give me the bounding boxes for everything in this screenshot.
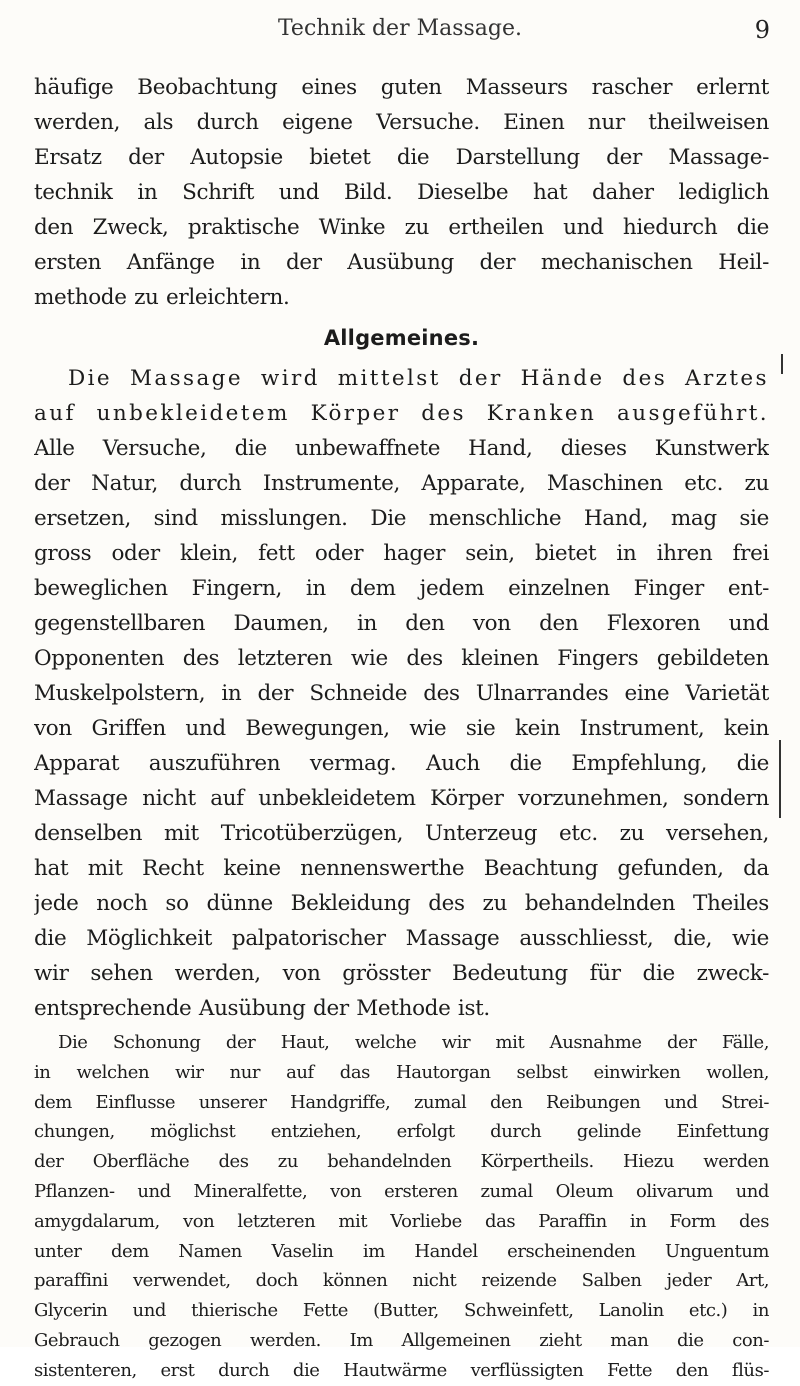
text-line: denselben mit Tricotüberzügen, Unterzeug etc. zu versehen,: [34, 821, 769, 846]
text-line: gross oder klein, fett oder hager sein, bietet in ihren frei: [34, 541, 769, 566]
text-line: Pflanzen- und Mineralfette, von ersteren zumal Oleum olivarum und: [34, 1180, 769, 1202]
text-line: Glycerin und thierische Fette (Butter, Schweinfett, Lanolin etc.) in: [34, 1300, 769, 1322]
text-line: von Griffen und Bewegungen, wie sie kein Instrument, kein: [34, 716, 769, 741]
text-line: ersten Anfänge in der Ausübung der mechanischen Heil-: [34, 250, 769, 275]
text-line: Ersatz der Autopsie bietet die Darstellung der Massage-: [34, 145, 769, 170]
text-line: dem Einflusse unserer Handgriffe, zumal den Reibungen und Strei-: [34, 1091, 769, 1113]
text-line: entsprechende Ausübung der Methode ist.: [34, 996, 490, 1021]
text-line: beweglichen Fingern, in dem jedem einzelnen Finger ent-: [34, 576, 769, 601]
text-line: werden, als durch eigene Versuche. Einen nur theilweisen: [34, 110, 769, 135]
small-print-paragraph: [34, 1028, 769, 1386]
text-line: chungen, möglichst entziehen, erfolgt durch gelinde Einfettung: [34, 1121, 769, 1143]
text-line: die Möglichkeit palpatorischer Massage ausschliesst, die, wie: [34, 926, 769, 951]
text-line: hat mit Recht keine nennenswerthe Beachtung gefunden, da: [34, 856, 769, 881]
margin-mark: [779, 740, 781, 818]
text-line: auf unbekleidetem Körper des Kranken ausgeführt.: [34, 401, 769, 426]
text-line: Gebrauch gezogen werden. Im Allgemeinen zieht man die con-: [34, 1329, 769, 1351]
text-line: häufige Beobachtung eines guten Masseurs rascher erlernt: [34, 75, 769, 100]
text-line: Muskelpolstern, in der Schneide des Ulnarrandes eine Varietät: [34, 681, 769, 706]
body-text: [34, 70, 769, 1386]
text-line: der Natur, durch Instrumente, Apparate, Maschinen etc. zu: [34, 471, 769, 496]
text-line: unter dem Namen Vaselin im Handel erscheinenden Unguentum: [34, 1240, 769, 1262]
text-line: jede noch so dünne Bekleidung des zu behandelnden Theiles: [34, 891, 769, 916]
text-line: ersetzen, sind misslungen. Die menschliche Hand, mag sie: [34, 506, 769, 531]
page-number: 9: [754, 16, 770, 44]
running-title: Technik der Massage.: [277, 16, 523, 41]
text-line: Massage nicht auf unbekleidetem Körper vorzunehmen, sondern: [34, 786, 769, 811]
text-line: Die Schonung der Haut, welche wir mit Ausnahme der Fälle,: [58, 1032, 769, 1053]
running-head: [30, 16, 770, 52]
text-line: paraffini verwendet, doch können nicht reizende Salben jeder Art,: [34, 1270, 769, 1292]
text-line: gegenstellbaren Daumen, in den von den Flexoren und: [34, 611, 769, 636]
text-line: den Zweck, praktische Winke zu ertheilen und hiedurch die: [34, 215, 769, 240]
text-line: amygdalarum, von letzteren mit Vorliebe das Paraffin in Form des: [34, 1210, 769, 1232]
text-line: methode zu erleichtern.: [34, 285, 290, 310]
text-line: in welchen wir nur auf das Hautorgan selbst einwirken wollen,: [34, 1061, 769, 1083]
margin-mark: [781, 354, 783, 374]
text-line: Alle Versuche, die unbewaffnete Hand, dieses Kunstwerk: [34, 436, 769, 461]
text-line: sistenteren, erst durch die Hautwärme verflüssigten Fette den flüs-: [34, 1359, 769, 1381]
text-line: technik in Schrift und Bild. Dieselbe hat daher lediglich: [34, 180, 769, 205]
text-line: Die Massage wird mittelst der Hände des Arztes: [68, 366, 769, 391]
text-line: Apparat auszuführen vermag. Auch die Empfehlung, die: [34, 751, 769, 776]
text-line: der Oberfläche des zu behandelnden Körpertheils. Hiezu werden: [34, 1151, 769, 1173]
text-line: wir sehen werden, von grösster Bedeutung für die zweck-: [34, 961, 769, 986]
text-line: Opponenten des letzteren wie des kleinen Fingers gebildeten: [34, 646, 769, 671]
section-heading: Allgemeines.: [323, 326, 480, 350]
